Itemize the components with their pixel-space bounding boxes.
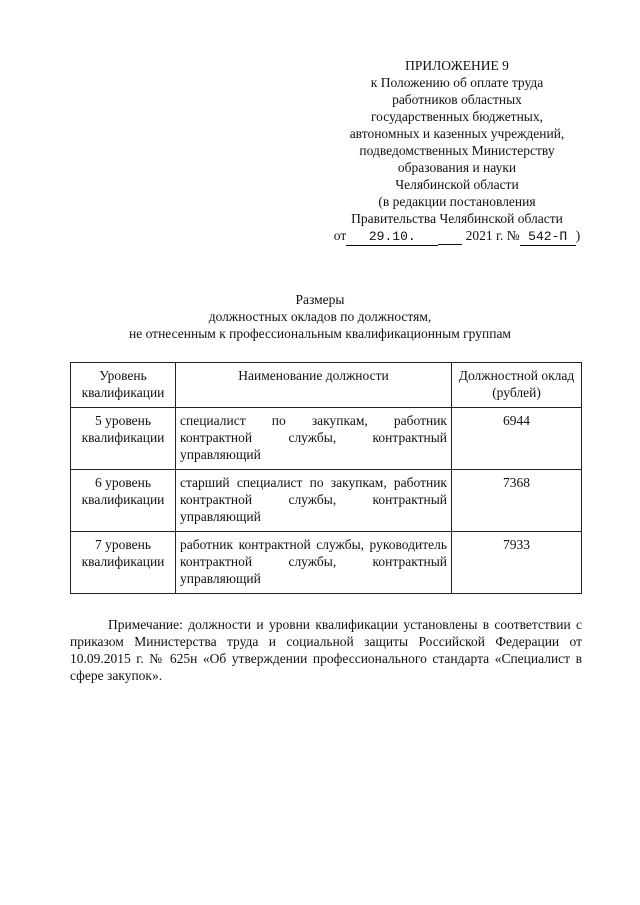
salary-table	[70, 362, 582, 594]
resolution-number: 542-П	[520, 228, 576, 246]
salary-cell: 7933	[452, 532, 582, 594]
level-cell: 5 уровень квалификации	[71, 408, 176, 470]
header-line: работников областных	[392, 92, 522, 107]
table-row	[71, 532, 582, 594]
appendix-header	[330, 57, 584, 246]
level-cell: 6 уровень квалификации	[71, 470, 176, 532]
date-gap	[438, 227, 462, 245]
salary-cell: 6944	[452, 408, 582, 470]
header-line: образования и науки	[397, 160, 517, 175]
header-line: автономных и казенных учреждений,	[349, 126, 565, 141]
header-line: к Положению об оплате труда	[370, 75, 544, 90]
title-line: должностных окладов по должностям,	[208, 309, 432, 324]
column-header-level: Уровень квалификации	[71, 363, 176, 408]
table-row	[71, 408, 582, 470]
title-line: Размеры	[295, 292, 345, 307]
resolution-date-line	[330, 227, 584, 246]
level-cell: 7 уровень квалификации	[71, 532, 176, 594]
header-line: государственных бюджетных,	[370, 109, 544, 124]
table-header-row	[71, 363, 582, 408]
column-header-position: Наименование должности	[176, 363, 452, 408]
close-paren: )	[575, 228, 581, 243]
appendix-number: ПРИЛОЖЕНИЕ 9	[405, 58, 509, 73]
date-prefix: от	[333, 228, 347, 243]
year-text: 2021 г. №	[465, 228, 520, 243]
position-cell: старший специалист по закупкам, работник контрактной службы, контрактный управляющий	[176, 470, 452, 532]
resolution-date: 29.10.	[346, 228, 438, 246]
salary-cell: 7368	[452, 470, 582, 532]
document-title	[0, 291, 640, 342]
header-line: (в редакции постановления	[378, 194, 536, 209]
header-line: подведомственных Министерству	[359, 143, 555, 158]
column-header-salary: Должностной оклад (рублей)	[452, 363, 582, 408]
header-line: Челябинской области	[395, 177, 519, 192]
title-line: не отнесенным к профессиональным квалификационным группам	[129, 326, 511, 341]
note-paragraph: Примечание: должности и уровни квалификации установлены в соответствии с приказом Министерства труда и социальной защиты Российской Федерации от 10.09.2015 г. № 625н «Об утверждении профессионального стандарта «Специалист в сфере закупок».	[70, 617, 582, 683]
position-cell: специалист по закупкам, работник контрактной службы, контрактный управляющий	[176, 408, 452, 470]
header-line: Правительства Челябинской области	[351, 211, 563, 226]
position-cell: работник контрактной службы, руководитель контрактной службы, контрактный управляющий	[176, 532, 452, 594]
table-row	[71, 470, 582, 532]
